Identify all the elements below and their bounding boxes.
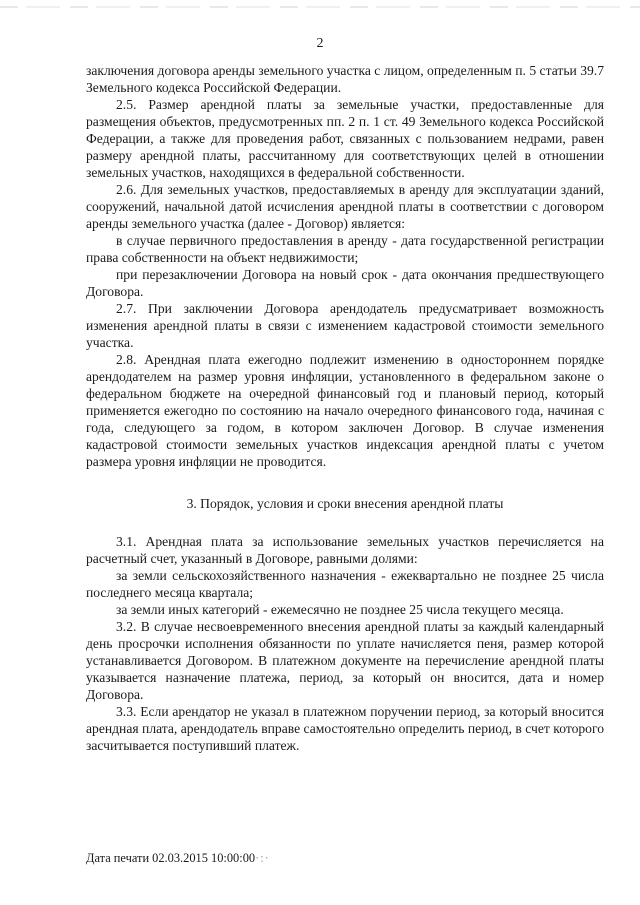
print-date-text: Дата печати 02.03.2015 10:00:00 [86, 851, 256, 865]
section-3-title: 3. Порядок, условия и сроки внесения арендной платы [186, 496, 504, 511]
paragraph-3-3: 3.3. Если арендатор не указал в платежном поручении период, за который вносится арендная плата, арендодатель вправе самостоятельно определить период, в счет которого засчитывается поступивший платеж. [86, 704, 604, 753]
paragraph-continuation: заключения договора аренды земельного участка с лицом, определенным п. 5 статьи 39.7 Земельного кодекса Российской Федерации. [86, 63, 604, 95]
paragraph-3-2: 3.2. В случае несвоевременного внесения арендной платы за каждый календарный день просрочки исполнения обязанности по уплате начисляется пеня, размер которой устанавливается Договором. В платежном документе на перечисление арендной платы указывается назначение платежа, период, за который он вносится, дата и номер Договора. [86, 619, 604, 702]
page-number: 2 [316, 36, 324, 51]
paragraph-2-5: 2.5. Размер арендной платы за земельные участки, предоставленные для размещения объектов, предусмотренных пп. 2 п. 1 ст. 49 Земельного кодекса Российской Федерации, а также для проведения работ, связанных с пользованием недрами, равен размеру арендной платы, рассчитанному для соответствующих целей в отношении земельных участков, находящихся в федеральной собственности. [86, 97, 604, 180]
scan-top-edge [0, 6, 640, 8]
print-date-footer [86, 851, 270, 865]
paragraph-2-7: 2.7. При заключении Договора арендодатель предусматривает возможность изменения арендной платы в связи с изменением кадастровой стоимости земельного участка. [86, 301, 604, 350]
paragraph-3-1: 3.1. Арендная плата за использование земельных участков перечисляется на расчетный счет, указанный в Договоре, равными долями: [86, 534, 604, 566]
paragraph-3-1-other-lands: за земли иных категорий - ежемесячно не позднее 25 числа текущего месяца. [116, 602, 564, 617]
paragraph-2-8: 2.8. Арендная плата ежегодно подлежит изменению в одностороннем порядке арендодателем на размер уровня инфляции, установленного в федеральном законе о федеральном бюджете на очередной финансовый год и плановый период, который применяется ежегодно по состоянию на начало очередного финансового года, начиная с года, следующего за годом, в котором заключен Договор. В случае изменения кадастровой стоимости земельных участков индексация арендной платы с учетом размера уровня инфляции не проводится. [86, 352, 604, 469]
paragraph-2-6-renewal-case: при перезаключении Договора на новый срок - дата окончания предшествующего Договора. [86, 267, 604, 299]
scan-artifact-dots: ·:· [255, 851, 270, 865]
document-body [86, 62, 604, 754]
paragraph-2-6: 2.6. Для земельных участков, предоставляемых в аренду для эксплуатации зданий, сооружений, начальной датой исчисления арендной платы в соответствии с договором аренды земельного участка (далее - Договор) является: [86, 182, 604, 231]
paragraph-2-6-first-case: в случае первичного предоставления в аренду - дата государственной регистрации права собственности на объект недвижимости; [86, 233, 604, 265]
paragraph-3-1-agricultural: за земли сельскохозяйственного назначения - ежеквартально не позднее 25 числа последнего месяца квартала; [86, 568, 604, 600]
